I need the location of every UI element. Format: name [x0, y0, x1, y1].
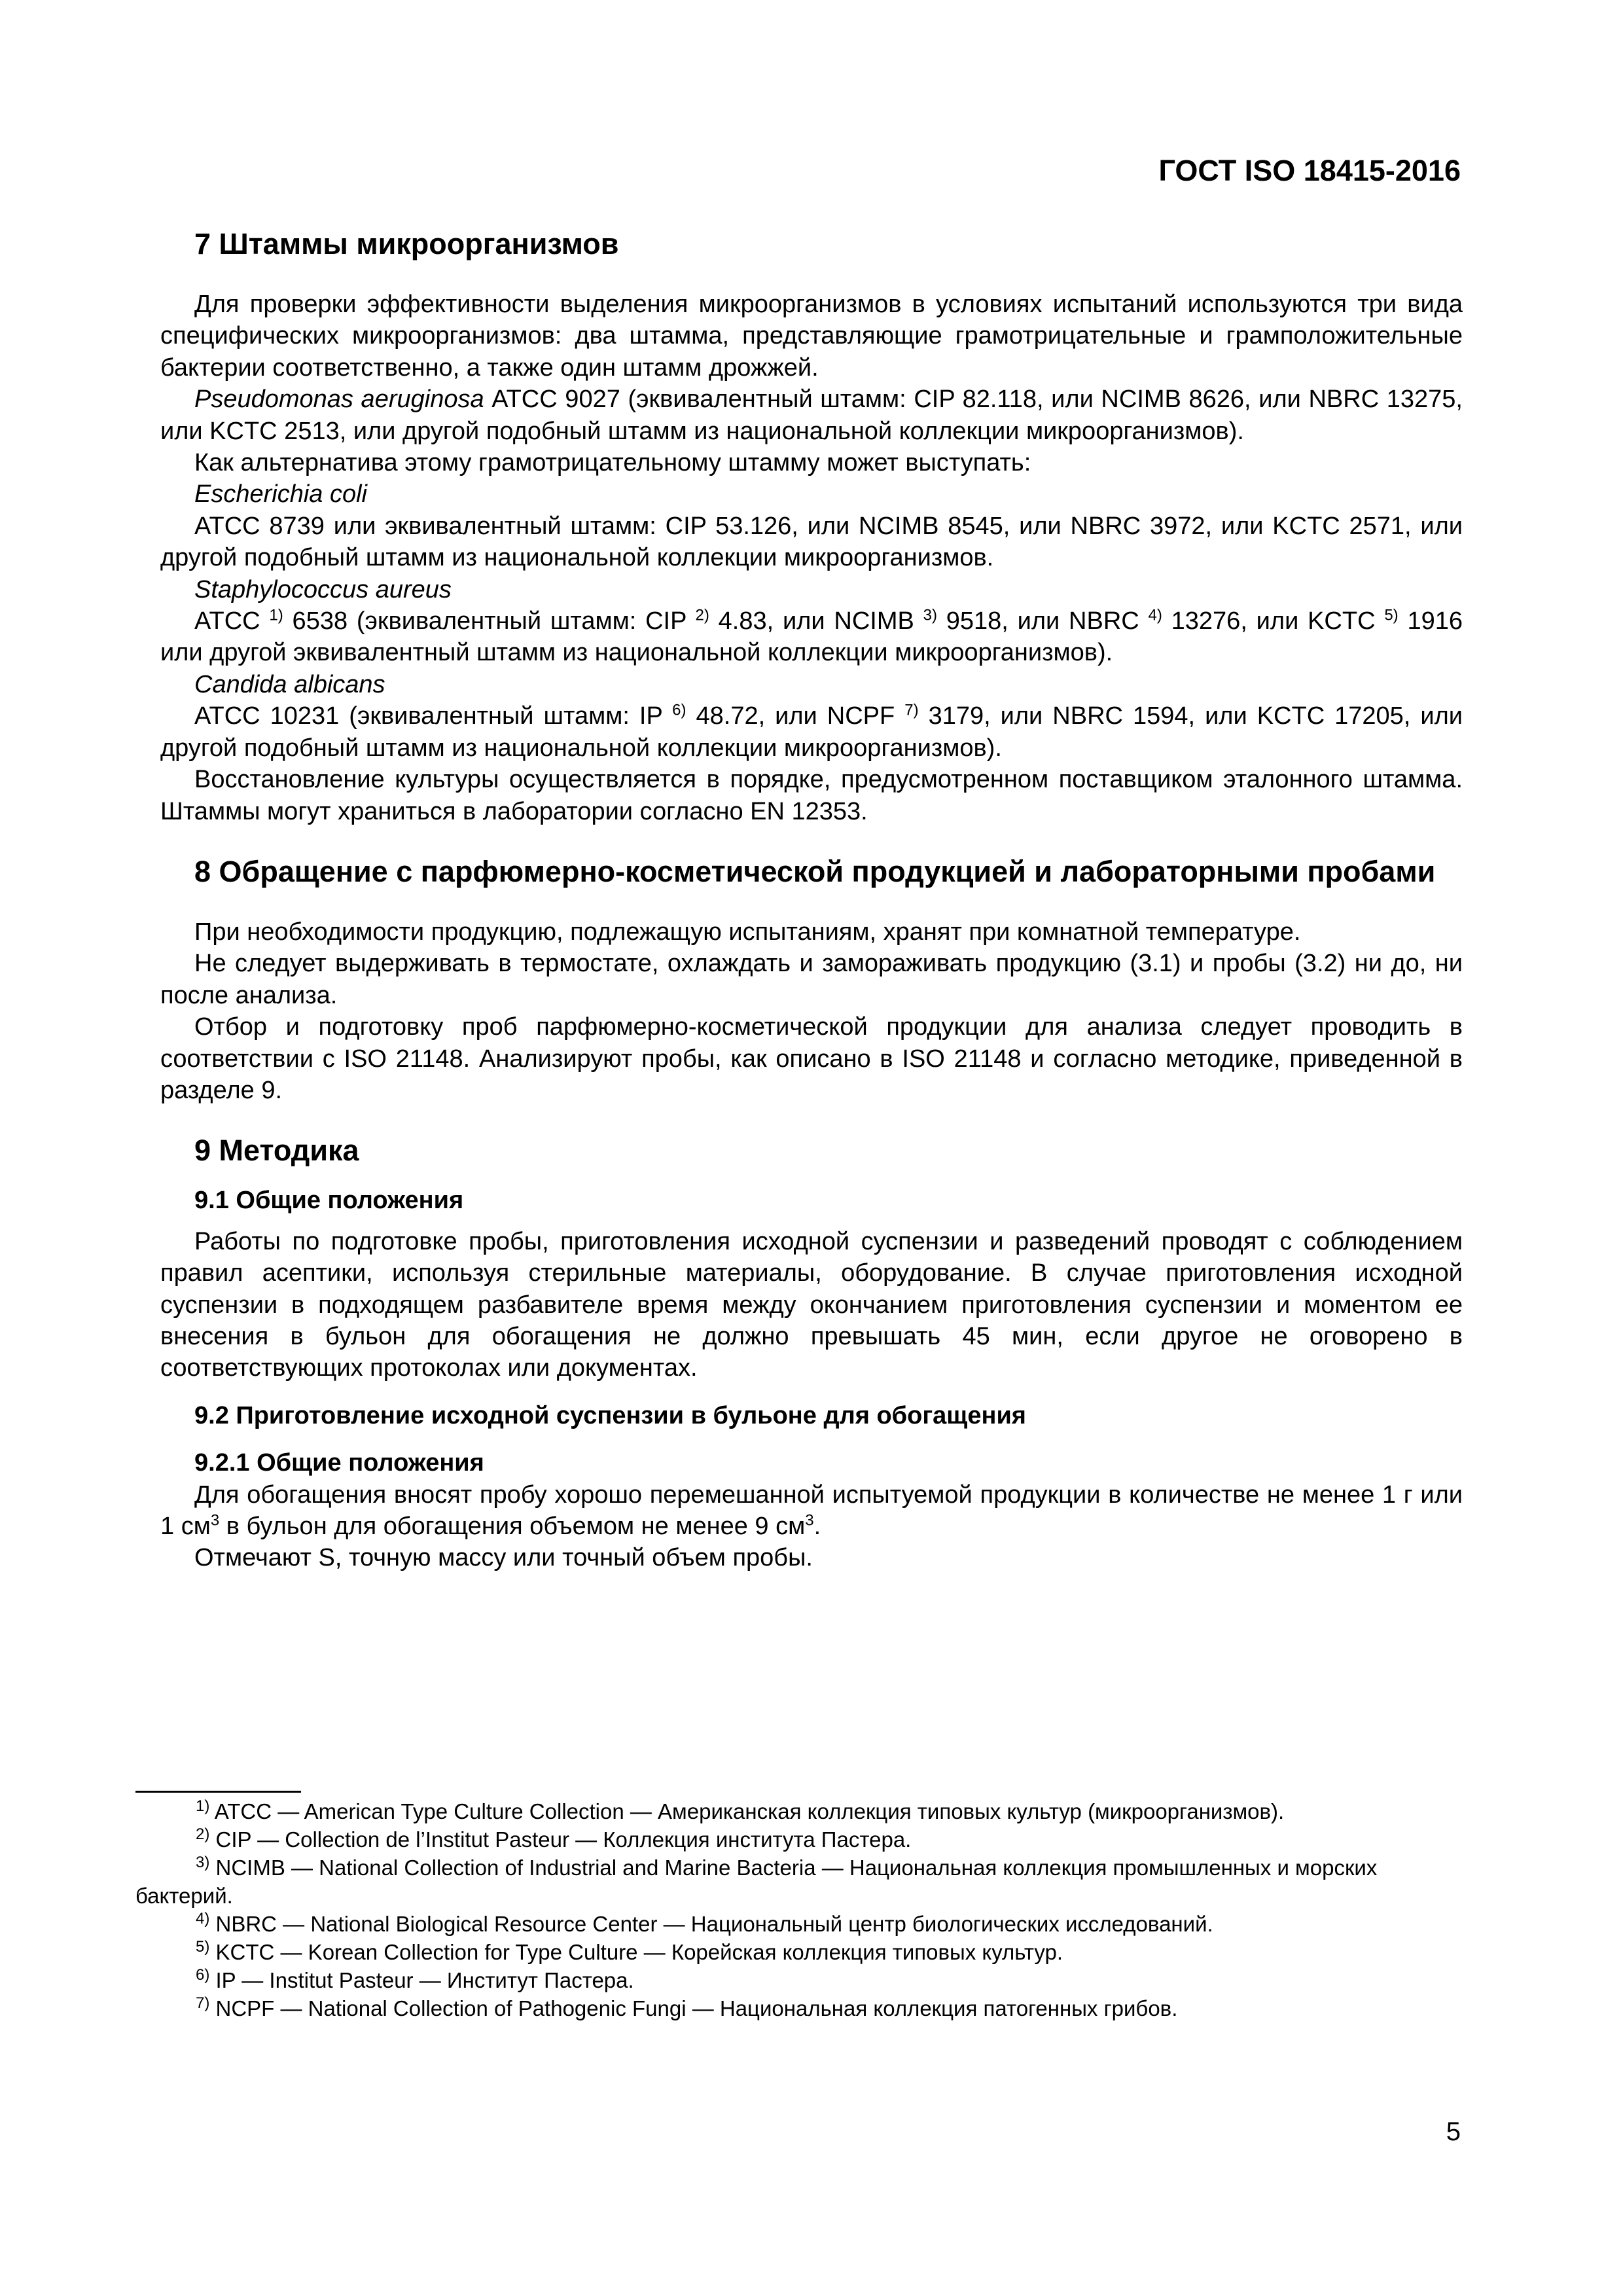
footnote-ref[interactable]: 6) [672, 701, 687, 719]
footnote-mark: 7) [196, 1994, 210, 2012]
text-run: в бульон для обогащения объемом не менее 9 см [219, 1513, 806, 1540]
text-run: 4.83, или NCIMB [709, 607, 923, 636]
species-name: Candida albicans [194, 670, 385, 698]
footnote-mark: 1) [196, 1797, 210, 1815]
section-8-paragraph: Не следует выдерживать в термостате, охлаждать и замораживать продукцию (3.1) и пробы (3.2) ни до, ни после анализа. [160, 950, 1463, 1009]
footnote-ref[interactable]: 4) [1148, 606, 1162, 624]
species-name: Escherichia coli [194, 480, 367, 509]
pseudomonas-paragraph [160, 384, 1463, 447]
section-8-title: 8 Обращение с парфюмерно-косметической продукцией и лабораторными пробами [194, 854, 1436, 888]
section-9-title: 9 Методика [194, 1134, 359, 1168]
footnote-mark: 2) [196, 1825, 210, 1843]
footnote-item [135, 1854, 1464, 1910]
species-name: Staphylococcus aureus [194, 575, 452, 603]
strain-text: АТСС 9027 (эквивалентный штамм: CIP 82.118, или NCIMB 8626, или NBRC 13275, или KCTC 2513, или другой подобный штамм из национальной коллекции микроорганизмов). [160, 386, 1463, 445]
candida-strain-paragraph [160, 700, 1463, 764]
subsection-9-2-title: 9.2 Приготовление исходной суспензии в бульоне для обогащения [194, 1401, 1026, 1429]
text-run: 13276, или KCTC [1162, 607, 1385, 636]
page-content [160, 226, 1463, 1574]
text-run: ATCC 10231 (эквивалентный штамм: IP [194, 702, 673, 730]
footnote-ref[interactable]: 2) [695, 606, 709, 624]
section-7-paragraph: Для проверки эффективности выделения микроорганизмов в условиях испытаний используются три вида специфических микроорганизмов: два штамма, представляющие грамотрицательные и грамположительные бактерии соответственно, а также один штамм дрожжей. [160, 291, 1463, 382]
footnote-item [135, 1797, 1464, 1825]
text-run: 48.72, или NCPF [686, 702, 905, 730]
culture-restore-paragraph: Восстановление культуры осуществляется в порядке, предусмотренном поставщиком эталонного штамма. Штаммы могут храниться в лаборатории согласно EN 12353. [160, 766, 1463, 825]
footnote-text: IP — Institut Pasteur — Институт Пастера. [209, 1968, 634, 1992]
footnote-mark: 6) [196, 1966, 210, 1984]
section-8-paragraph: Отбор и подготовку проб парфюмерно-косметической продукции для анализа следует проводить в соответствии с ISO 21148. Анализируют пробы, как описано в ISO 21148 и согласно методике, приведенной в разделе 9. [160, 1013, 1463, 1104]
footnote-item [135, 1994, 1464, 2022]
footnote-ref[interactable]: 7) [904, 701, 919, 719]
subsection-9-2-1-paragraph: Отмечают S, точную массу или точный объем пробы. [194, 1544, 813, 1572]
footnotes [135, 1797, 1464, 2022]
footnote-text: ATCC — American Type Culture Collection — Американская коллекция типовых культур (микроорганизмов). [209, 1799, 1285, 1823]
footnote-text: CIP — Collection de l’Institut Pasteur — Коллекция института Пастера. [209, 1827, 912, 1852]
footnote-mark: 5) [196, 1938, 210, 1956]
text-run: Для обогащения вносят пробу хорошо перемешанной испытуемой продукции в количестве не менее 1 г или 1 см [160, 1480, 1463, 1540]
footnote-item [135, 1938, 1464, 1966]
section-8-paragraph: При необходимости продукцию, подлежащую испытаниям, хранят при комнатной температуре. [194, 918, 1301, 946]
subsection-9-1-title: 9.1 Общие положения [194, 1187, 464, 1215]
text-run: 3179, или NBRC 1594, или KCTC 17205, или другой подобный штамм из национальной коллекции микроорганизмов). [160, 702, 1463, 762]
text-run: 9518, или NBRC [936, 607, 1149, 636]
footnote-ref[interactable]: 5) [1384, 606, 1399, 624]
footnote-mark: 3) [196, 1854, 210, 1871]
section-7-title: 7 Штаммы микроорганизмов [194, 227, 619, 260]
superscript: 3 [210, 1511, 220, 1530]
footnote-ref[interactable]: 3) [923, 606, 937, 624]
footnote-mark: 4) [196, 1910, 210, 1928]
footnote-text: NCPF — National Collection of Pathogenic Fungi — Национальная коллекция патогенных грибов. [209, 1996, 1178, 2020]
footnote-divider [135, 1791, 301, 1793]
text-run: 1916 или другой эквивалентный штамм из национальной коллекции микроорганизмов). [160, 607, 1463, 667]
footnote-text: NCIMB — National Collection of Industrial and Marine Bacteria — Национальная коллекция промышленных и морских бактерий. [135, 1856, 1378, 1908]
text-run: . [813, 1513, 821, 1540]
page-number: 5 [1446, 2117, 1461, 2146]
ecoli-strain-paragraph: ATCC 8739 или эквивалентный штамм: CIP 53.126, или NCIMB 8545, или NBRC 3972, или KCTC 2571, или другой подобный штамм из национальной коллекции микроорганизмов. [160, 512, 1463, 572]
footnote-item [135, 1910, 1464, 1938]
superscript: 3 [805, 1511, 814, 1530]
text-run: 6538 (эквивалентный штамм: CIP [283, 607, 696, 636]
footnote-item [135, 1825, 1464, 1854]
text-run: ATCC [194, 607, 270, 636]
species-name: Pseudomonas aeruginosa [194, 386, 484, 414]
subsection-9-2-1-paragraph [160, 1479, 1463, 1543]
staph-strain-paragraph [160, 605, 1463, 669]
subsection-9-2-1-title: 9.2.1 Общие положения [194, 1449, 484, 1477]
footnote-text: NBRC — National Biological Resource Center — Национальный центр биологических исследований. [209, 1912, 1213, 1936]
alternative-paragraph: Как альтернатива этому грамотрицательному штамму может выступать: [194, 449, 1031, 477]
subsection-9-1-paragraph: Работы по подготовке пробы, приготовления исходной суспензии и разведений проводят с соблюдением правил асептики, используя стерильные материалы, оборудование. В случае приготовления исходной суспензии в подходящем разбавителе время между окончанием приготовления суспензии и моментом ее внесения в бульон для обогащения не должно превышать 45 мин, если другое не оговорено в соответствующих протоколах или документах. [160, 1227, 1463, 1382]
footnote-ref[interactable]: 1) [269, 606, 283, 624]
footnote-text: KCTC — Korean Collection for Type Culture — Корейская коллекция типовых культур. [209, 1940, 1063, 1964]
footnote-item [135, 1966, 1464, 1994]
doc-number-header: ГОСТ ISO 18415-2016 [1158, 154, 1461, 187]
